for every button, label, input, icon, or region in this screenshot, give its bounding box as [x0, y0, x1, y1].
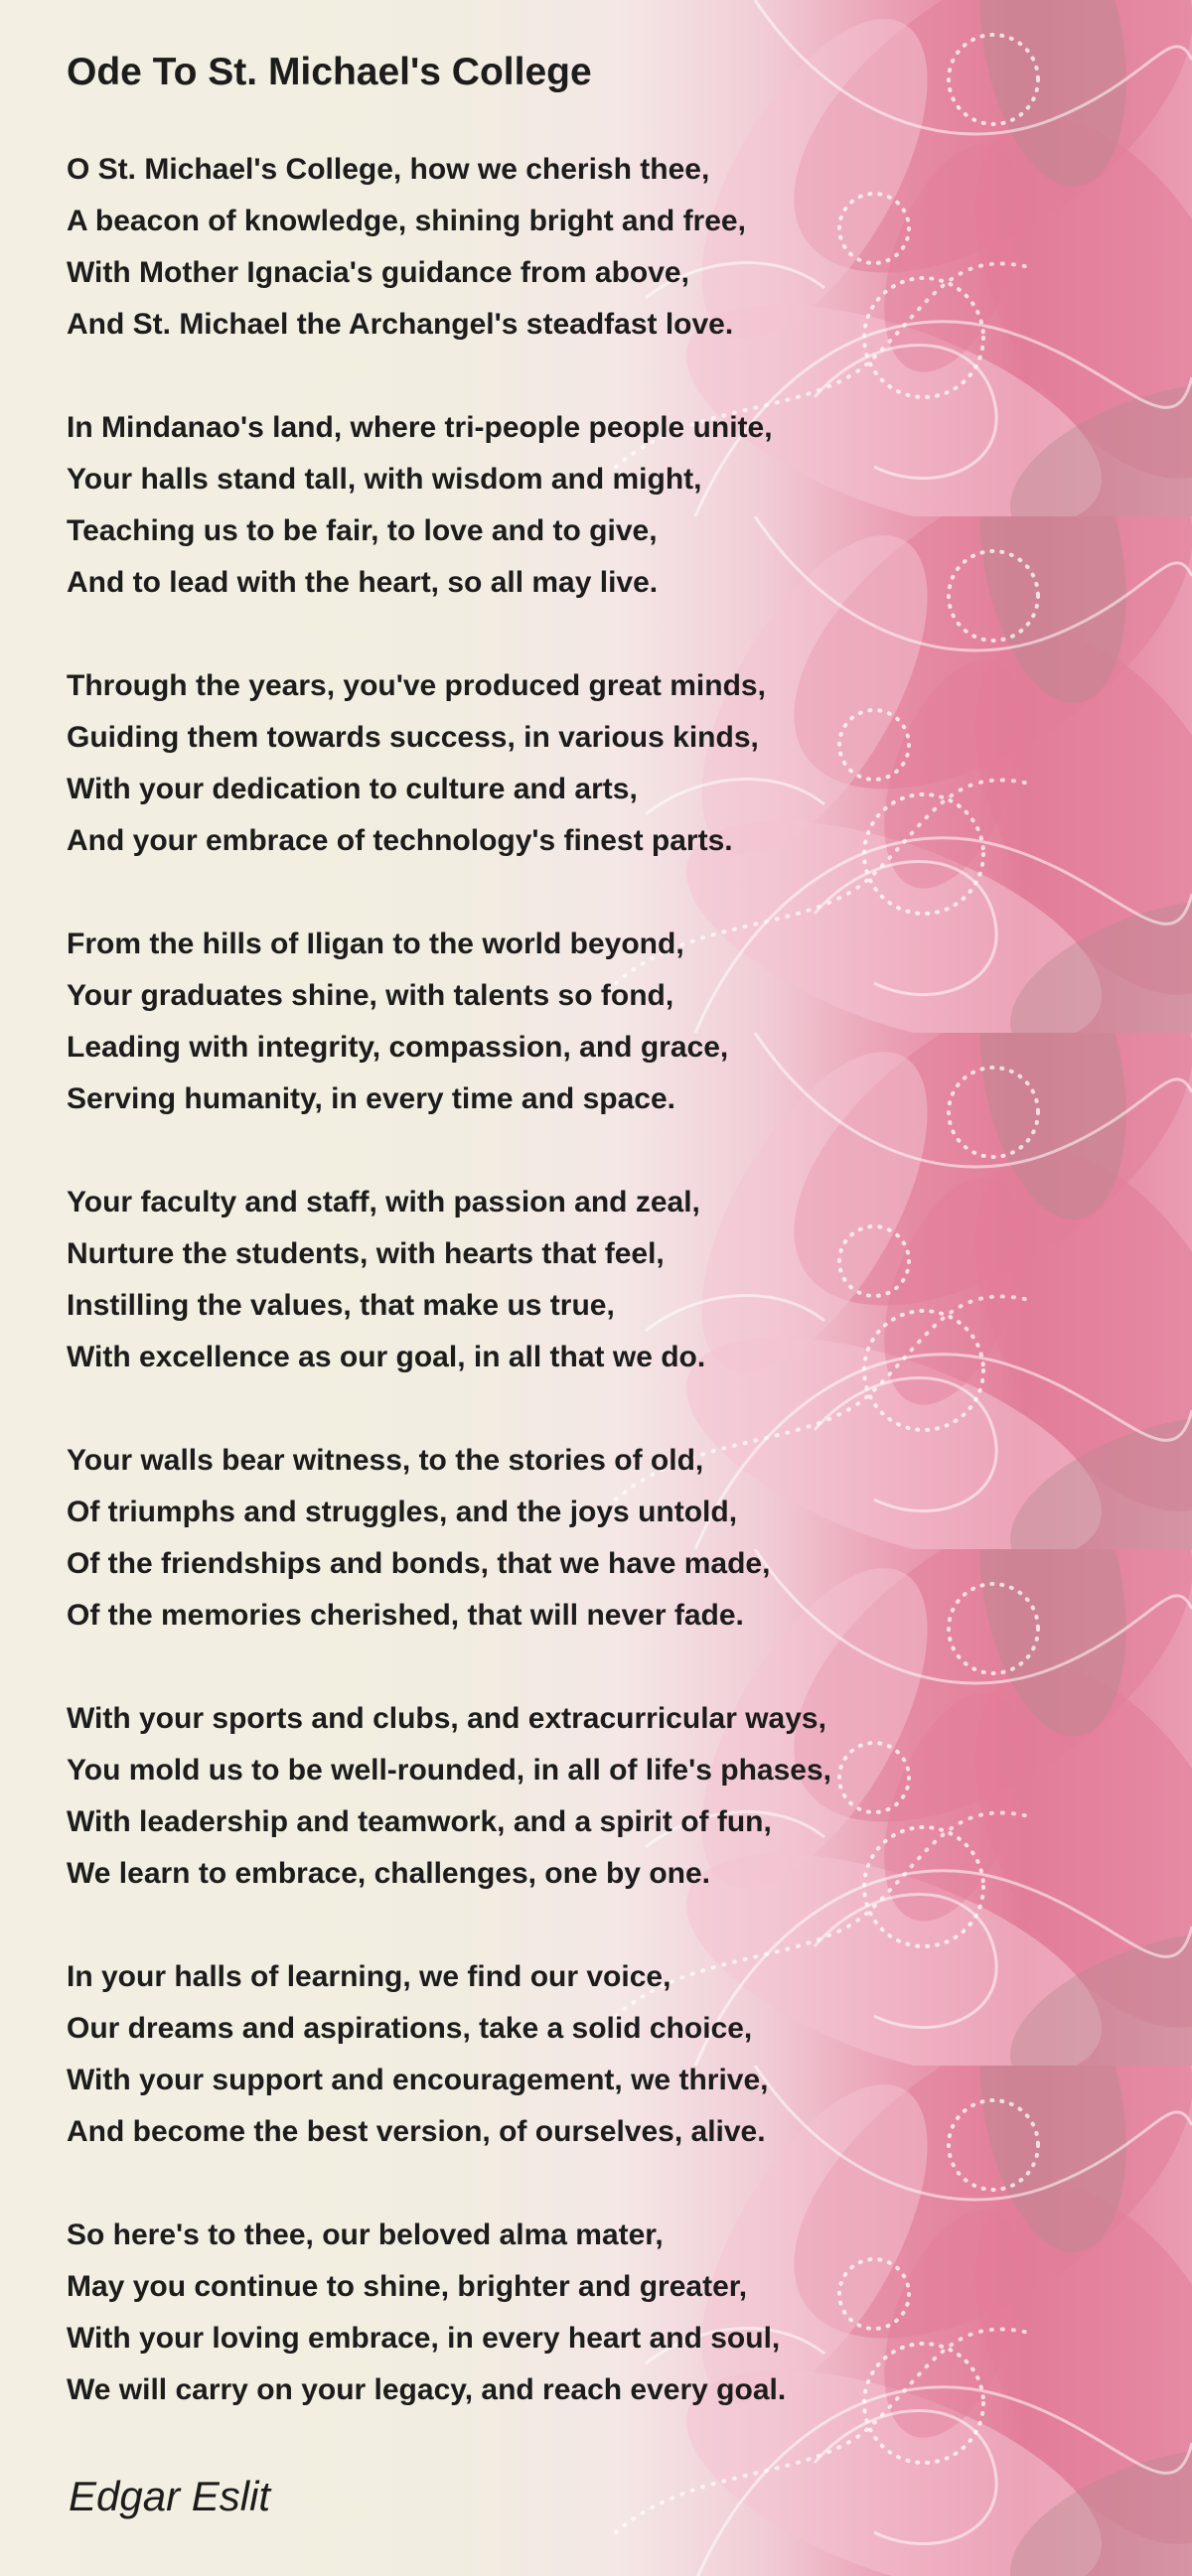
poem-title: Ode To St. Michael's College: [67, 51, 592, 93]
poem-line: Of the memories cherished, that will never fade.: [67, 1599, 744, 1632]
poem-line: Nurture the students, with hearts that feel,: [67, 1237, 665, 1270]
poem-line: And become the best version, of ourselves, alive.: [67, 2115, 766, 2148]
poem-line: And St. Michael the Archangel's steadfast love.: [67, 308, 734, 341]
poem-line: In Mindanao's land, where tri-people people unite,: [67, 411, 773, 444]
poem-line: Of the friendships and bonds, that we have made,: [67, 1547, 771, 1580]
stanza: [67, 1693, 1060, 1900]
poem-line: Teaching us to be fair, to love and to give,: [67, 514, 658, 547]
poem-line: May you continue to shine, brighter and greater,: [67, 2270, 748, 2303]
author-signature: Edgar Eslit: [69, 2473, 271, 2519]
poem-line: With your dedication to culture and arts,: [67, 773, 638, 805]
poem-line: From the hills of Iligan to the world beyond,: [67, 928, 684, 960]
poem-line: Your walls bear witness, to the stories of old,: [67, 1444, 704, 1477]
poem-line: With leadership and teamwork, and a spirit of fun,: [67, 1805, 772, 1838]
poem-line: O St. Michael's College, how we cherish thee,: [67, 153, 710, 186]
poem-line: A beacon of knowledge, shining bright and free,: [67, 205, 746, 237]
poem-line: Your faculty and staff, with passion and zeal,: [67, 1186, 700, 1218]
poem-line: With your support and encouragement, we thrive,: [67, 2064, 769, 2096]
poem-line: Your graduates shine, with talents so fond,: [67, 979, 674, 1012]
poem-line: Our dreams and aspirations, take a solid choice,: [67, 2012, 753, 2045]
poem-line: We learn to embrace, challenges, one by one.: [67, 1857, 710, 1890]
poem-line: We will carry on your legacy, and reach every goal.: [67, 2373, 787, 2406]
poem-line: Guiding them towards success, in various kinds,: [67, 721, 759, 754]
stanza: [67, 660, 1060, 867]
stanza: [67, 144, 1060, 351]
stanza: [67, 1951, 1060, 2158]
stanza: [67, 2210, 1060, 2416]
stanza: [67, 402, 1060, 609]
poem-line: With your sports and clubs, and extracurricular ways,: [67, 1702, 826, 1735]
poem-line: With Mother Ignacia's guidance from above,: [67, 256, 689, 289]
stanza: [67, 1435, 1060, 1642]
poem-line: Your halls stand tall, with wisdom and might,: [67, 463, 702, 496]
poem-line: Serving humanity, in every time and space.: [67, 1082, 675, 1115]
poem-line: In your halls of learning, we find our voice,: [67, 1960, 671, 1993]
poem-body: [67, 144, 1060, 2468]
poem-line: Instilling the values, that make us true,: [67, 1289, 615, 1322]
poem-line: Of triumphs and struggles, and the joys untold,: [67, 1496, 738, 1528]
poem-line: And your embrace of technology's finest parts.: [67, 824, 733, 857]
poem-line: Through the years, you've produced great minds,: [67, 669, 766, 702]
poem-line: You mold us to be well-rounded, in all of life's phases,: [67, 1754, 831, 1787]
poem-line: With your loving embrace, in every heart and soul,: [67, 2322, 781, 2355]
stanza: [67, 919, 1060, 1125]
stanza: [67, 1177, 1060, 1383]
poem-line: So here's to thee, our beloved alma mater,: [67, 2218, 664, 2251]
poem-line: And to lead with the heart, so all may live.: [67, 566, 659, 599]
poem-line: With excellence as our goal, in all that we do.: [67, 1341, 706, 1373]
poem-line: Leading with integrity, compassion, and grace,: [67, 1031, 729, 1064]
